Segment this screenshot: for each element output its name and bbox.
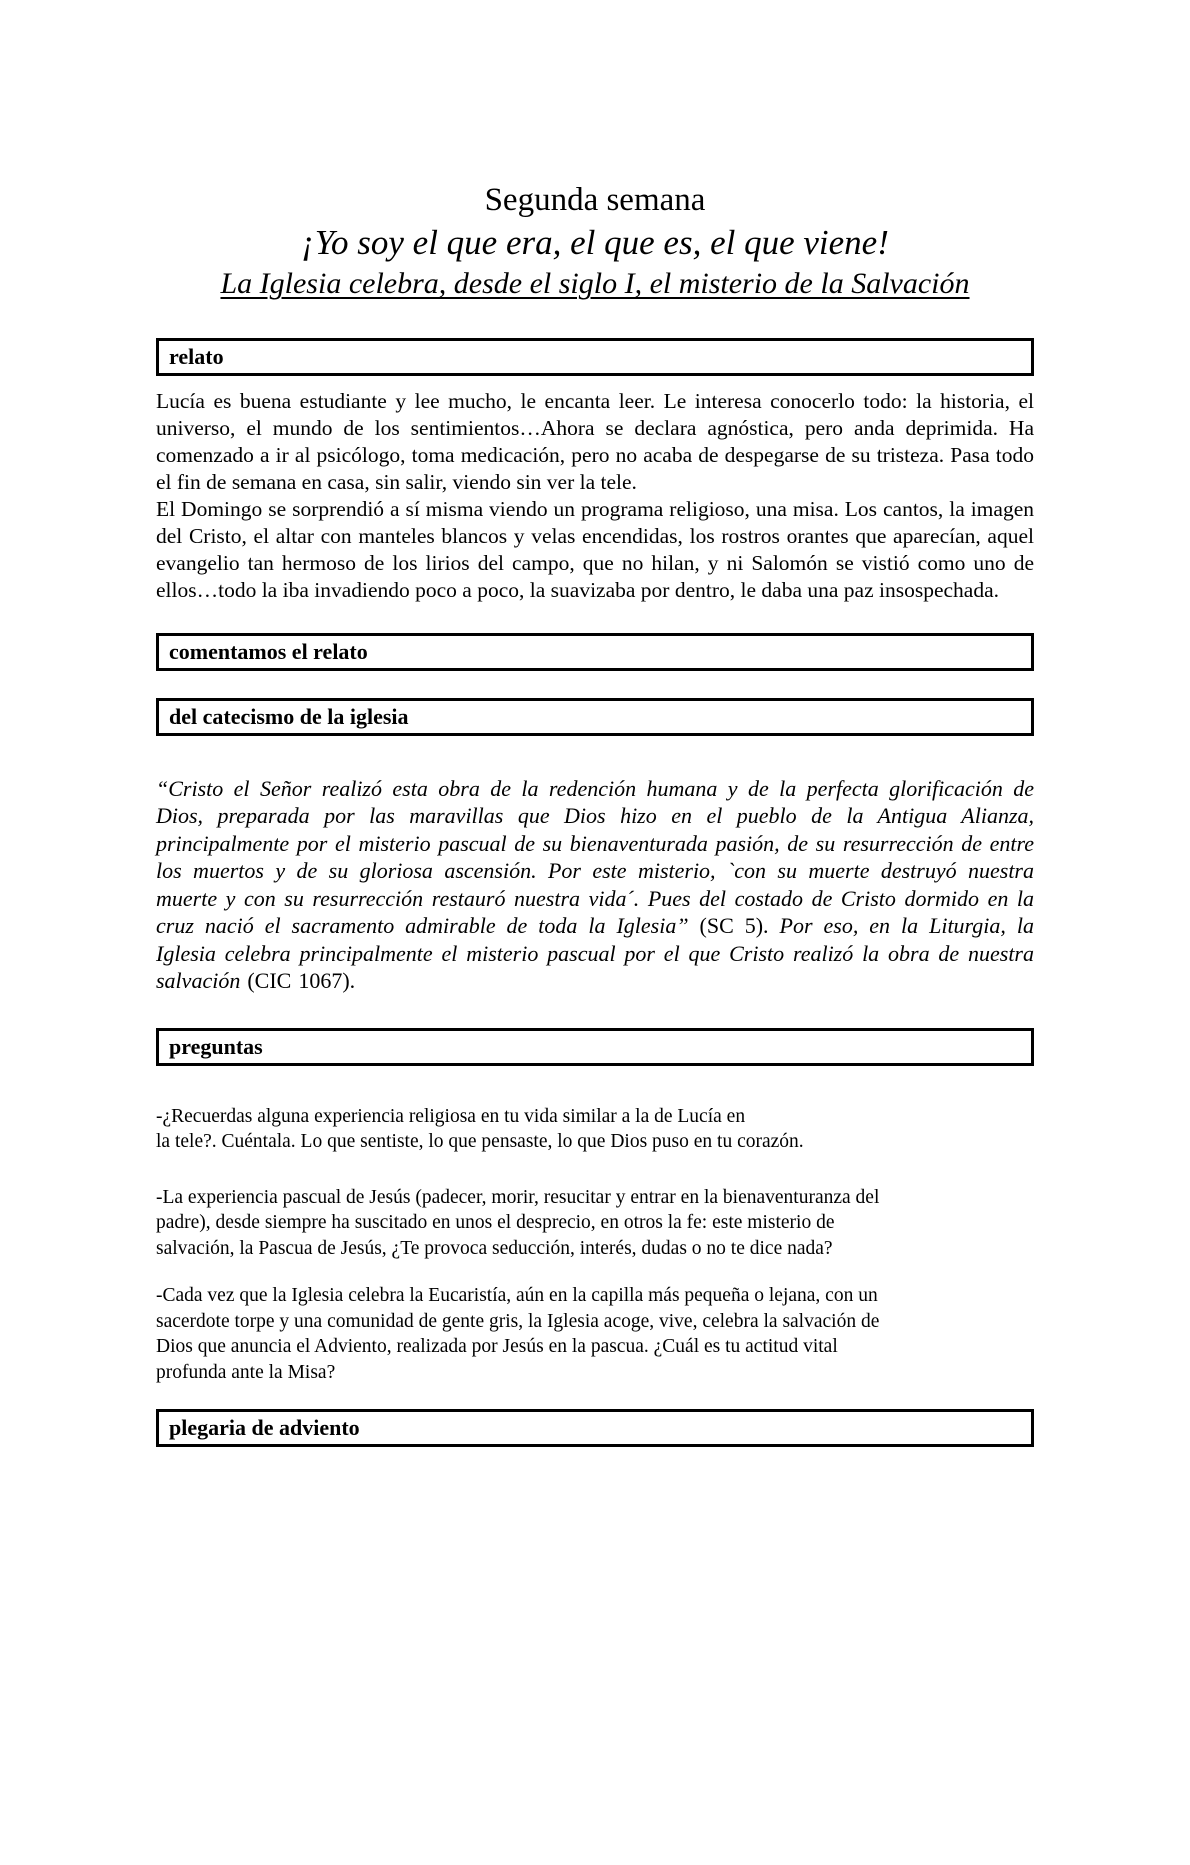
page-subsubtitle: La Iglesia celebra, desde el siglo I, el misterio de la Salvación bbox=[220, 267, 970, 301]
page-subtitle: ¡Yo soy el que era, el que es, el que viene! bbox=[301, 222, 889, 262]
section-heading-preguntas-label: preguntas bbox=[169, 1033, 263, 1059]
question-2-line-2: padre), desde siempre ha suscitado en unos el desprecio, en otros la fe: este misterio de bbox=[156, 1212, 835, 1234]
catechism-ref-cic1067: (CIC 1067). bbox=[247, 968, 356, 994]
section-heading-comentamos bbox=[156, 633, 1034, 671]
question-3 bbox=[156, 1283, 1034, 1385]
section-heading-comentamos-label: comentamos el relato bbox=[169, 638, 368, 664]
section-heading-catecismo bbox=[156, 698, 1034, 736]
question-3-line-4: profunda ante la Misa? bbox=[156, 1361, 336, 1383]
section-heading-plegaria-label: plegaria de adviento bbox=[169, 1415, 360, 1441]
question-2-line-1: -La experiencia pascual de Jesús (padecer, morir, resucitar y entrar en la bienaventuranza del bbox=[156, 1186, 880, 1208]
catechism-ref-sc5: (SC 5). bbox=[699, 913, 780, 939]
relato-text bbox=[156, 388, 1034, 604]
question-1-line-2: la tele?. Cuéntala. Lo que sentiste, lo que pensaste, lo que Dios puso en tu corazón. bbox=[156, 1131, 804, 1153]
question-1 bbox=[156, 1104, 1034, 1155]
document-page bbox=[156, 182, 1034, 1447]
question-2-line-3: salvación, la Pascua de Jesús, ¿Te provoca seducción, interés, dudas o no te dice nada? bbox=[156, 1237, 833, 1259]
section-heading-plegaria bbox=[156, 1409, 1034, 1447]
catechism-quote bbox=[156, 775, 1034, 995]
question-3-line-2: sacerdote torpe y una comunidad de gente gris, la Iglesia acoge, vive, celebra la salvación de bbox=[156, 1310, 880, 1332]
question-3-line-1: -Cada vez que la Iglesia celebra la Eucaristía, aún en la capilla más pequeña o lejana, con un bbox=[156, 1285, 878, 1307]
relato-paragraph-1: Lucía es buena estudiante y lee mucho, le encanta leer. Le interesa conocerlo todo: la historia, el universo, el mundo de los sentimientos…Ahora se declara agnóstica, pero anda deprimida. Ha comenzado a ir al psicólogo, toma medicación, pero no acaba de despegarse de su tristeza. Pasa todo el fin de semana en casa, sin salir, viendo sin ver la tele. bbox=[156, 388, 1034, 494]
section-heading-relato-label: relato bbox=[169, 343, 224, 369]
catechism-quote-part-2: Por eso, en la Liturgia, la Iglesia celebra principalmente el misterio pascual por el que Cristo realizó la obra de nuestra salvación bbox=[156, 913, 1034, 994]
catechism-quote-part-1: “Cristo el Señor realizó esta obra de la redención humana y de la perfecta glorificación de Dios, preparada por las maravillas que Dios hizo en el pueblo de la Antigua Alianza, principalmente por el misterio pascual de su bienaventurada pasión, de su resurrección de entre los muertos y de su gloriosa ascensión. Por este misterio, `con su muerte destruyó nuestra muerte y con su resurrección restauró nuestra vida´. Pues del costado de Cristo dormido en la cruz nació el sacramento admirable de toda la Iglesia” bbox=[156, 775, 1034, 939]
page-title: Segunda semana bbox=[484, 182, 706, 218]
question-1-line-1: -¿Recuerdas alguna experiencia religiosa en tu vida similar a la de Lucía en bbox=[156, 1105, 746, 1127]
section-heading-catecismo-label: del catecismo de la iglesia bbox=[169, 703, 409, 729]
title-block bbox=[156, 182, 1034, 302]
section-heading-preguntas bbox=[156, 1028, 1034, 1066]
question-2 bbox=[156, 1185, 1034, 1262]
relato-paragraph-2: El Domingo se sorprendió a sí misma viendo un programa religioso, una misa. Los cantos, la imagen del Cristo, el altar con manteles blancos y velas encendidas, los rostros orantes que aparecían, aquel evangelio tan hermoso de los lirios del campo, que no hilan, y ni Salomón se vistió como uno de ellos…todo la iba invadiendo poco a poco, la suavizaba por dentro, le daba una paz insospechada. bbox=[156, 496, 1034, 602]
question-3-line-3: Dios que anuncia el Adviento, realizada por Jesús en la pascua. ¿Cuál es tu actitud vital bbox=[156, 1336, 838, 1358]
section-heading-relato bbox=[156, 338, 1034, 376]
